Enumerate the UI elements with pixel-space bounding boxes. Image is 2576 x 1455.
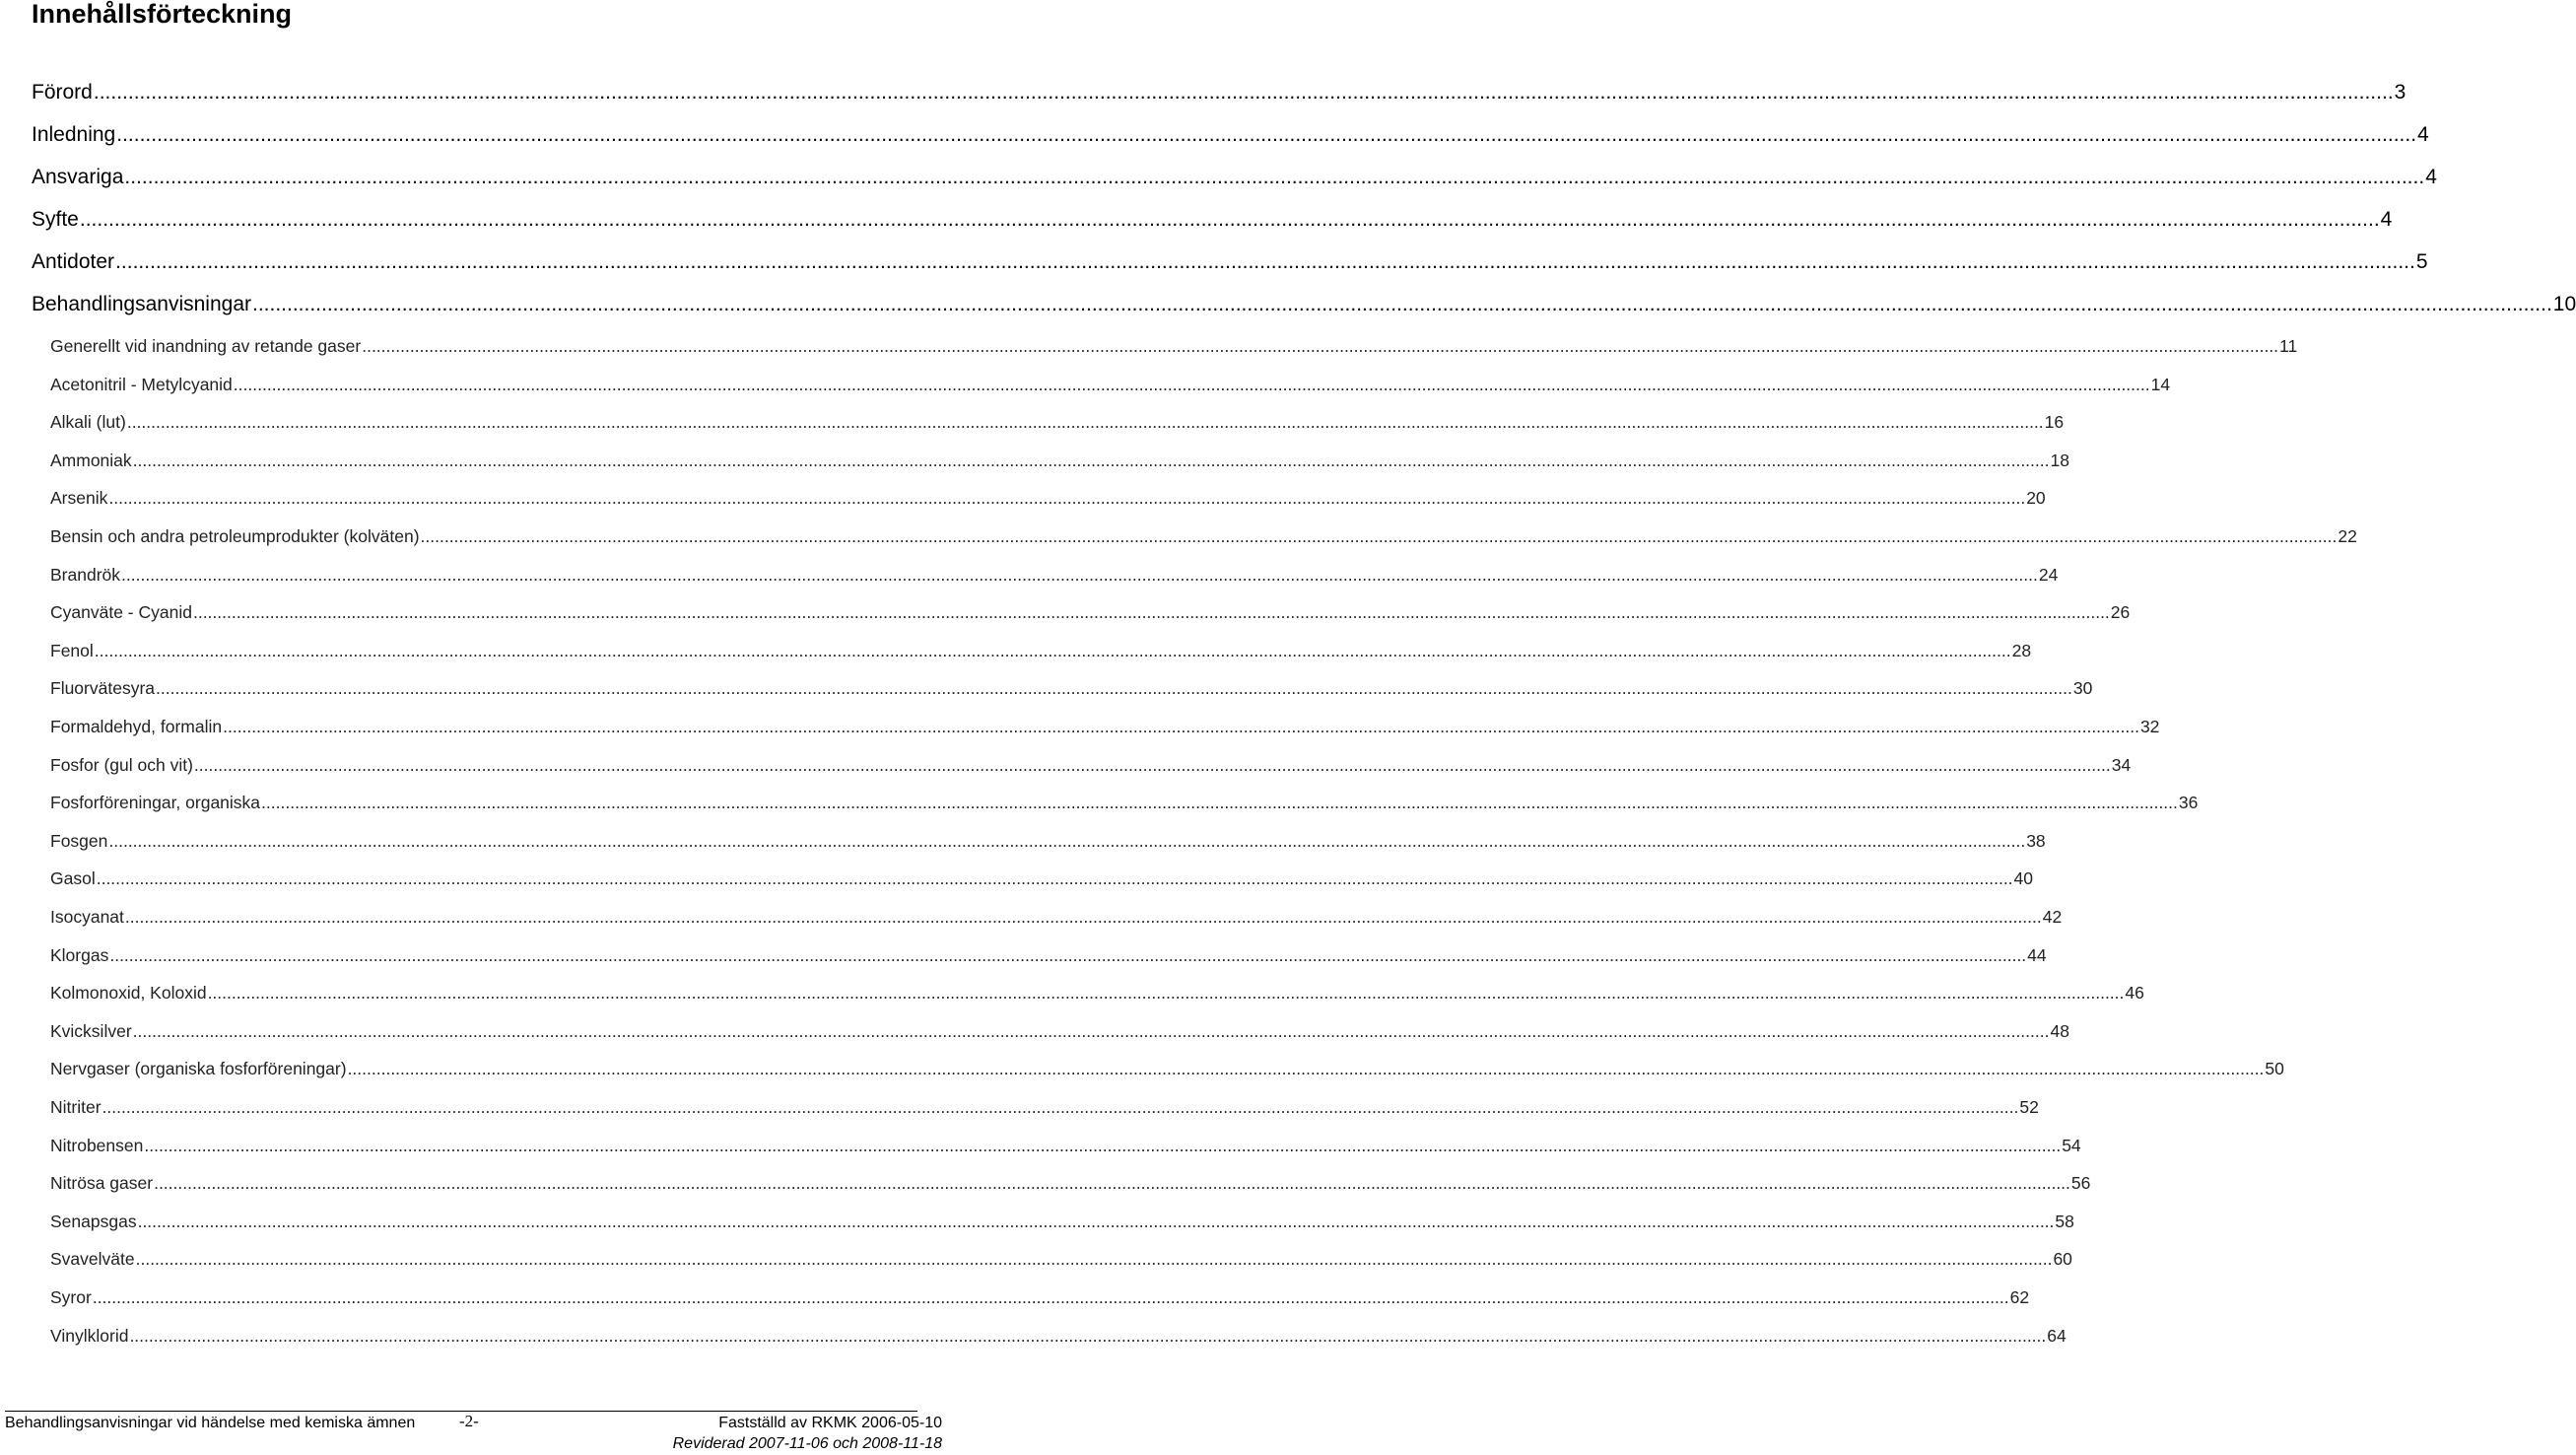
toc-leader-dots: ................................................................................................................................................................................................................................................................................................................................................................................................................ <box>192 602 2110 623</box>
toc-entry[interactable] <box>50 866 2034 891</box>
footer-page-number: -2- <box>459 1412 479 1430</box>
toc-entry-page: 24 <box>2038 564 2059 585</box>
toc-entry-page: 22 <box>2338 526 2357 546</box>
toc-entry-label: Nitriter <box>50 1097 102 1117</box>
toc-entry-page: 42 <box>2042 907 2063 927</box>
toc-entry-label: Fluorvätesyra <box>50 678 156 699</box>
toc-entry[interactable] <box>50 1170 2091 1196</box>
toc-entry-label: Cyanväte - Cyanid <box>50 602 192 623</box>
toc-entry-label: Förord <box>32 81 93 104</box>
toc-entry-label: Brandrök <box>50 564 121 585</box>
toc-entry-page: 64 <box>2047 1325 2067 1346</box>
toc-entry-page: 18 <box>2050 450 2069 470</box>
toc-entry-page: 32 <box>2139 717 2160 736</box>
toc-entry[interactable] <box>50 675 2093 701</box>
toc-entry-page: 16 <box>2044 412 2065 433</box>
toc-entry[interactable] <box>50 1056 2284 1081</box>
toc-entry-label: Svavelväte <box>50 1249 135 1270</box>
toc-leader-dots: ................................................................................................................................................................................................................................................................................................................................................................................................................ <box>132 1020 2050 1041</box>
toc-entry-label: Alkali (lut) <box>50 412 126 433</box>
toc-leader-dots: ................................................................................................................................................................................................................................................................................................................................................................................................................ <box>144 1135 2062 1155</box>
toc-entry-page: 26 <box>2110 602 2131 623</box>
toc-entry-label: Klorgas <box>50 944 109 965</box>
toc-entry-label: Acetonitril - Metylcyanid <box>50 374 233 394</box>
toc-entry[interactable] <box>50 1133 2081 1158</box>
toc-entry[interactable] <box>50 714 2160 739</box>
toc-leader-dots: ................................................................................................................................................................................................................................................................................................................................................................................................................ <box>261 793 2178 813</box>
toc-leader-dots: ................................................................................................................................................................................................................................................................................................................................................................................................................ <box>109 944 2027 965</box>
toc-entry-label: Fosforföreningar, organiska <box>50 793 261 813</box>
toc-entry[interactable] <box>50 523 2357 549</box>
toc-entry-page: 62 <box>2009 1287 2030 1307</box>
toc-entry-page: 30 <box>2072 678 2093 699</box>
toc-entry[interactable] <box>50 1284 2030 1310</box>
toc-entry[interactable] <box>50 333 2298 359</box>
toc-entry[interactable] <box>50 1246 2072 1272</box>
toc-entry[interactable] <box>50 409 2065 435</box>
toc-entry-page: 3 <box>2394 81 2407 104</box>
toc-entry[interactable] <box>50 1323 2067 1349</box>
toc-leader-dots: ................................................................................................................................................................................................................................................................................................................................................................................................................ <box>79 208 2380 231</box>
toc-entry-page: 50 <box>2265 1059 2284 1079</box>
toc-leader-dots: ................................................................................................................................................................................................................................................................................................................................................................................................................ <box>154 1173 2070 1194</box>
toc-entry-page: 36 <box>2178 793 2199 813</box>
toc-entry[interactable] <box>32 163 2437 192</box>
toc-entry[interactable] <box>50 1094 2039 1120</box>
toc-leader-dots: ................................................................................................................................................................................................................................................................................................................................................................................................................ <box>156 678 2072 699</box>
footer-revised: Reviderad 2007-11-06 och 2008-11-18 <box>672 1435 942 1452</box>
toc-entry[interactable] <box>50 942 2047 968</box>
toc-entry[interactable] <box>50 448 2069 473</box>
toc-entry-label: Nitrösa gaser <box>50 1173 154 1194</box>
toc-entry-page: 40 <box>2013 868 2034 889</box>
footer-established: Fastställd av RKMK 2006-05-10 <box>718 1415 942 1431</box>
toc-entry-label: Formaldehyd, formalin <box>50 717 223 736</box>
toc-leader-dots: ................................................................................................................................................................................................................................................................................................................................................................................................................ <box>93 81 2394 104</box>
toc-leader-dots: ................................................................................................................................................................................................................................................................................................................................................................................................................ <box>362 336 2279 356</box>
toc-leader-dots: ................................................................................................................................................................................................................................................................................................................................................................................................................ <box>207 983 2125 1004</box>
toc-entry[interactable] <box>32 205 2393 235</box>
toc-entry[interactable] <box>50 485 2046 511</box>
toc-leader-dots: ................................................................................................................................................................................................................................................................................................................................................................................................................ <box>126 412 2044 433</box>
toc-leader-dots: ................................................................................................................................................................................................................................................................................................................................................................................................................ <box>132 450 2050 470</box>
toc-entry[interactable] <box>50 599 2131 625</box>
toc-entry[interactable] <box>32 290 2576 319</box>
toc-entry[interactable] <box>50 638 2032 663</box>
toc-leader-dots: ................................................................................................................................................................................................................................................................................................................................................................................................................ <box>94 640 2011 660</box>
toc-entry-page: 46 <box>2125 983 2144 1004</box>
toc-entry-label: Fosfor (gul och vit) <box>50 754 193 775</box>
toc-entry[interactable] <box>32 120 2429 150</box>
toc-entry-page: 54 <box>2062 1135 2081 1155</box>
toc-leader-dots: ................................................................................................................................................................................................................................................................................................................................................................................................................ <box>96 868 2013 889</box>
toc-entry[interactable] <box>32 78 2407 107</box>
toc-entry-label: Fosgen <box>50 830 108 851</box>
toc-leader-dots: ................................................................................................................................................................................................................................................................................................................................................................................................................ <box>135 1249 2053 1270</box>
toc-entry-page: 4 <box>2417 123 2429 146</box>
toc-entry[interactable] <box>50 1018 2069 1044</box>
toc-leader-dots: ................................................................................................................................................................................................................................................................................................................................................................................................................ <box>115 250 2415 273</box>
toc-entry-page: 28 <box>2011 640 2032 660</box>
toc-entry[interactable] <box>50 1209 2074 1234</box>
toc-entry-page: 60 <box>2053 1249 2072 1270</box>
toc-entry[interactable] <box>50 790 2199 815</box>
toc-entry-page: 14 <box>2150 374 2171 394</box>
toc-entry-label: Syror <box>50 1287 92 1307</box>
toc-entry-label: Fenol <box>50 640 94 660</box>
toc-entry[interactable] <box>50 904 2063 930</box>
toc-entry-label: Arsenik <box>50 488 108 509</box>
toc-leader-dots: ................................................................................................................................................................................................................................................................................................................................................................................................................ <box>116 123 2417 146</box>
toc-leader-dots: ................................................................................................................................................................................................................................................................................................................................................................................................................ <box>129 1325 2047 1346</box>
toc-entry-label: Antidoter <box>32 250 115 273</box>
toc-entry[interactable] <box>50 828 2046 854</box>
toc-entry-page: 48 <box>2050 1020 2069 1041</box>
toc-entry[interactable] <box>32 247 2428 277</box>
toc-entry-page: 4 <box>2425 166 2437 188</box>
page-title: Innehållsförteckning <box>32 0 293 29</box>
toc-entry[interactable] <box>50 752 2132 778</box>
toc-entry-label: Isocyanat <box>50 907 124 927</box>
toc-entry-label: Gasol <box>50 868 96 889</box>
toc-leader-dots: ................................................................................................................................................................................................................................................................................................................................................................................................................ <box>92 1287 2009 1307</box>
toc-entry-label: Generellt vid inandning av retande gaser <box>50 336 362 356</box>
toc-leader-dots: ................................................................................................................................................................................................................................................................................................................................................................................................................ <box>420 526 2338 546</box>
toc-entry-label: Syfte <box>32 208 79 231</box>
toc-entry[interactable] <box>50 562 2059 588</box>
toc-entry-page: 38 <box>2026 830 2046 851</box>
toc-entry[interactable] <box>50 372 2171 397</box>
toc-leader-dots: ................................................................................................................................................................................................................................................................................................................................................................................................................ <box>137 1211 2055 1231</box>
toc-entry-page: 56 <box>2070 1173 2091 1194</box>
toc-entry-page: 52 <box>2019 1097 2039 1117</box>
toc-leader-dots: ................................................................................................................................................................................................................................................................................................................................................................................................................ <box>121 564 2038 585</box>
toc-entry-page: 44 <box>2027 944 2047 965</box>
toc-entry-page: 20 <box>2026 488 2046 509</box>
toc-leader-dots: ................................................................................................................................................................................................................................................................................................................................................................................................................ <box>108 488 2026 509</box>
toc-entry-page: 4 <box>2380 208 2393 231</box>
toc-entry-label: Kvicksilver <box>50 1020 132 1041</box>
toc-leader-dots: ................................................................................................................................................................................................................................................................................................................................................................................................................ <box>193 754 2111 775</box>
toc-leader-dots: ................................................................................................................................................................................................................................................................................................................................................................................................................ <box>102 1097 2019 1117</box>
toc-leader-dots: ................................................................................................................................................................................................................................................................................................................................................................................................................ <box>347 1059 2265 1079</box>
toc-leader-dots: ................................................................................................................................................................................................................................................................................................................................................................................................................ <box>124 166 2425 188</box>
toc-leader-dots: ................................................................................................................................................................................................................................................................................................................................................................................................................ <box>108 830 2026 851</box>
toc-entry-label: Bensin och andra petroleumprodukter (kolväten) <box>50 526 420 546</box>
toc-entry-label: Ansvariga <box>32 166 124 188</box>
toc-entry-page: 34 <box>2111 754 2132 775</box>
toc-leader-dots: ................................................................................................................................................................................................................................................................................................................................................................................................................ <box>223 717 2139 736</box>
footer-document-title: Behandlingsanvisningar vid händelse med kemiska ämnen <box>5 1415 416 1431</box>
toc-entry-label: Inledning <box>32 123 116 146</box>
toc-entry-page: 11 <box>2279 336 2298 356</box>
toc-entry-label: Vinylklorid <box>50 1325 129 1346</box>
toc-leader-dots: ................................................................................................................................................................................................................................................................................................................................................................................................................ <box>233 374 2150 394</box>
toc-entry-label: Kolmonoxid, Koloxid <box>50 983 207 1004</box>
toc-leader-dots: ................................................................................................................................................................................................................................................................................................................................................................................................................ <box>252 293 2552 315</box>
toc-entry-label: Nitrobensen <box>50 1135 144 1155</box>
toc-entry-label: Ammoniak <box>50 450 132 470</box>
toc-entry-label: Senapsgas <box>50 1211 137 1231</box>
toc-entry-page: 58 <box>2055 1211 2074 1231</box>
toc-entry-page: 10 <box>2552 293 2576 315</box>
toc-leader-dots: ................................................................................................................................................................................................................................................................................................................................................................................................................ <box>124 907 2042 927</box>
toc-entry[interactable] <box>50 980 2144 1005</box>
toc-entry-label: Nervgaser (organiska fosforföreningar) <box>50 1059 347 1079</box>
toc-entry-page: 5 <box>2415 250 2428 273</box>
toc-entry-label: Behandlingsanvisningar <box>32 293 251 315</box>
